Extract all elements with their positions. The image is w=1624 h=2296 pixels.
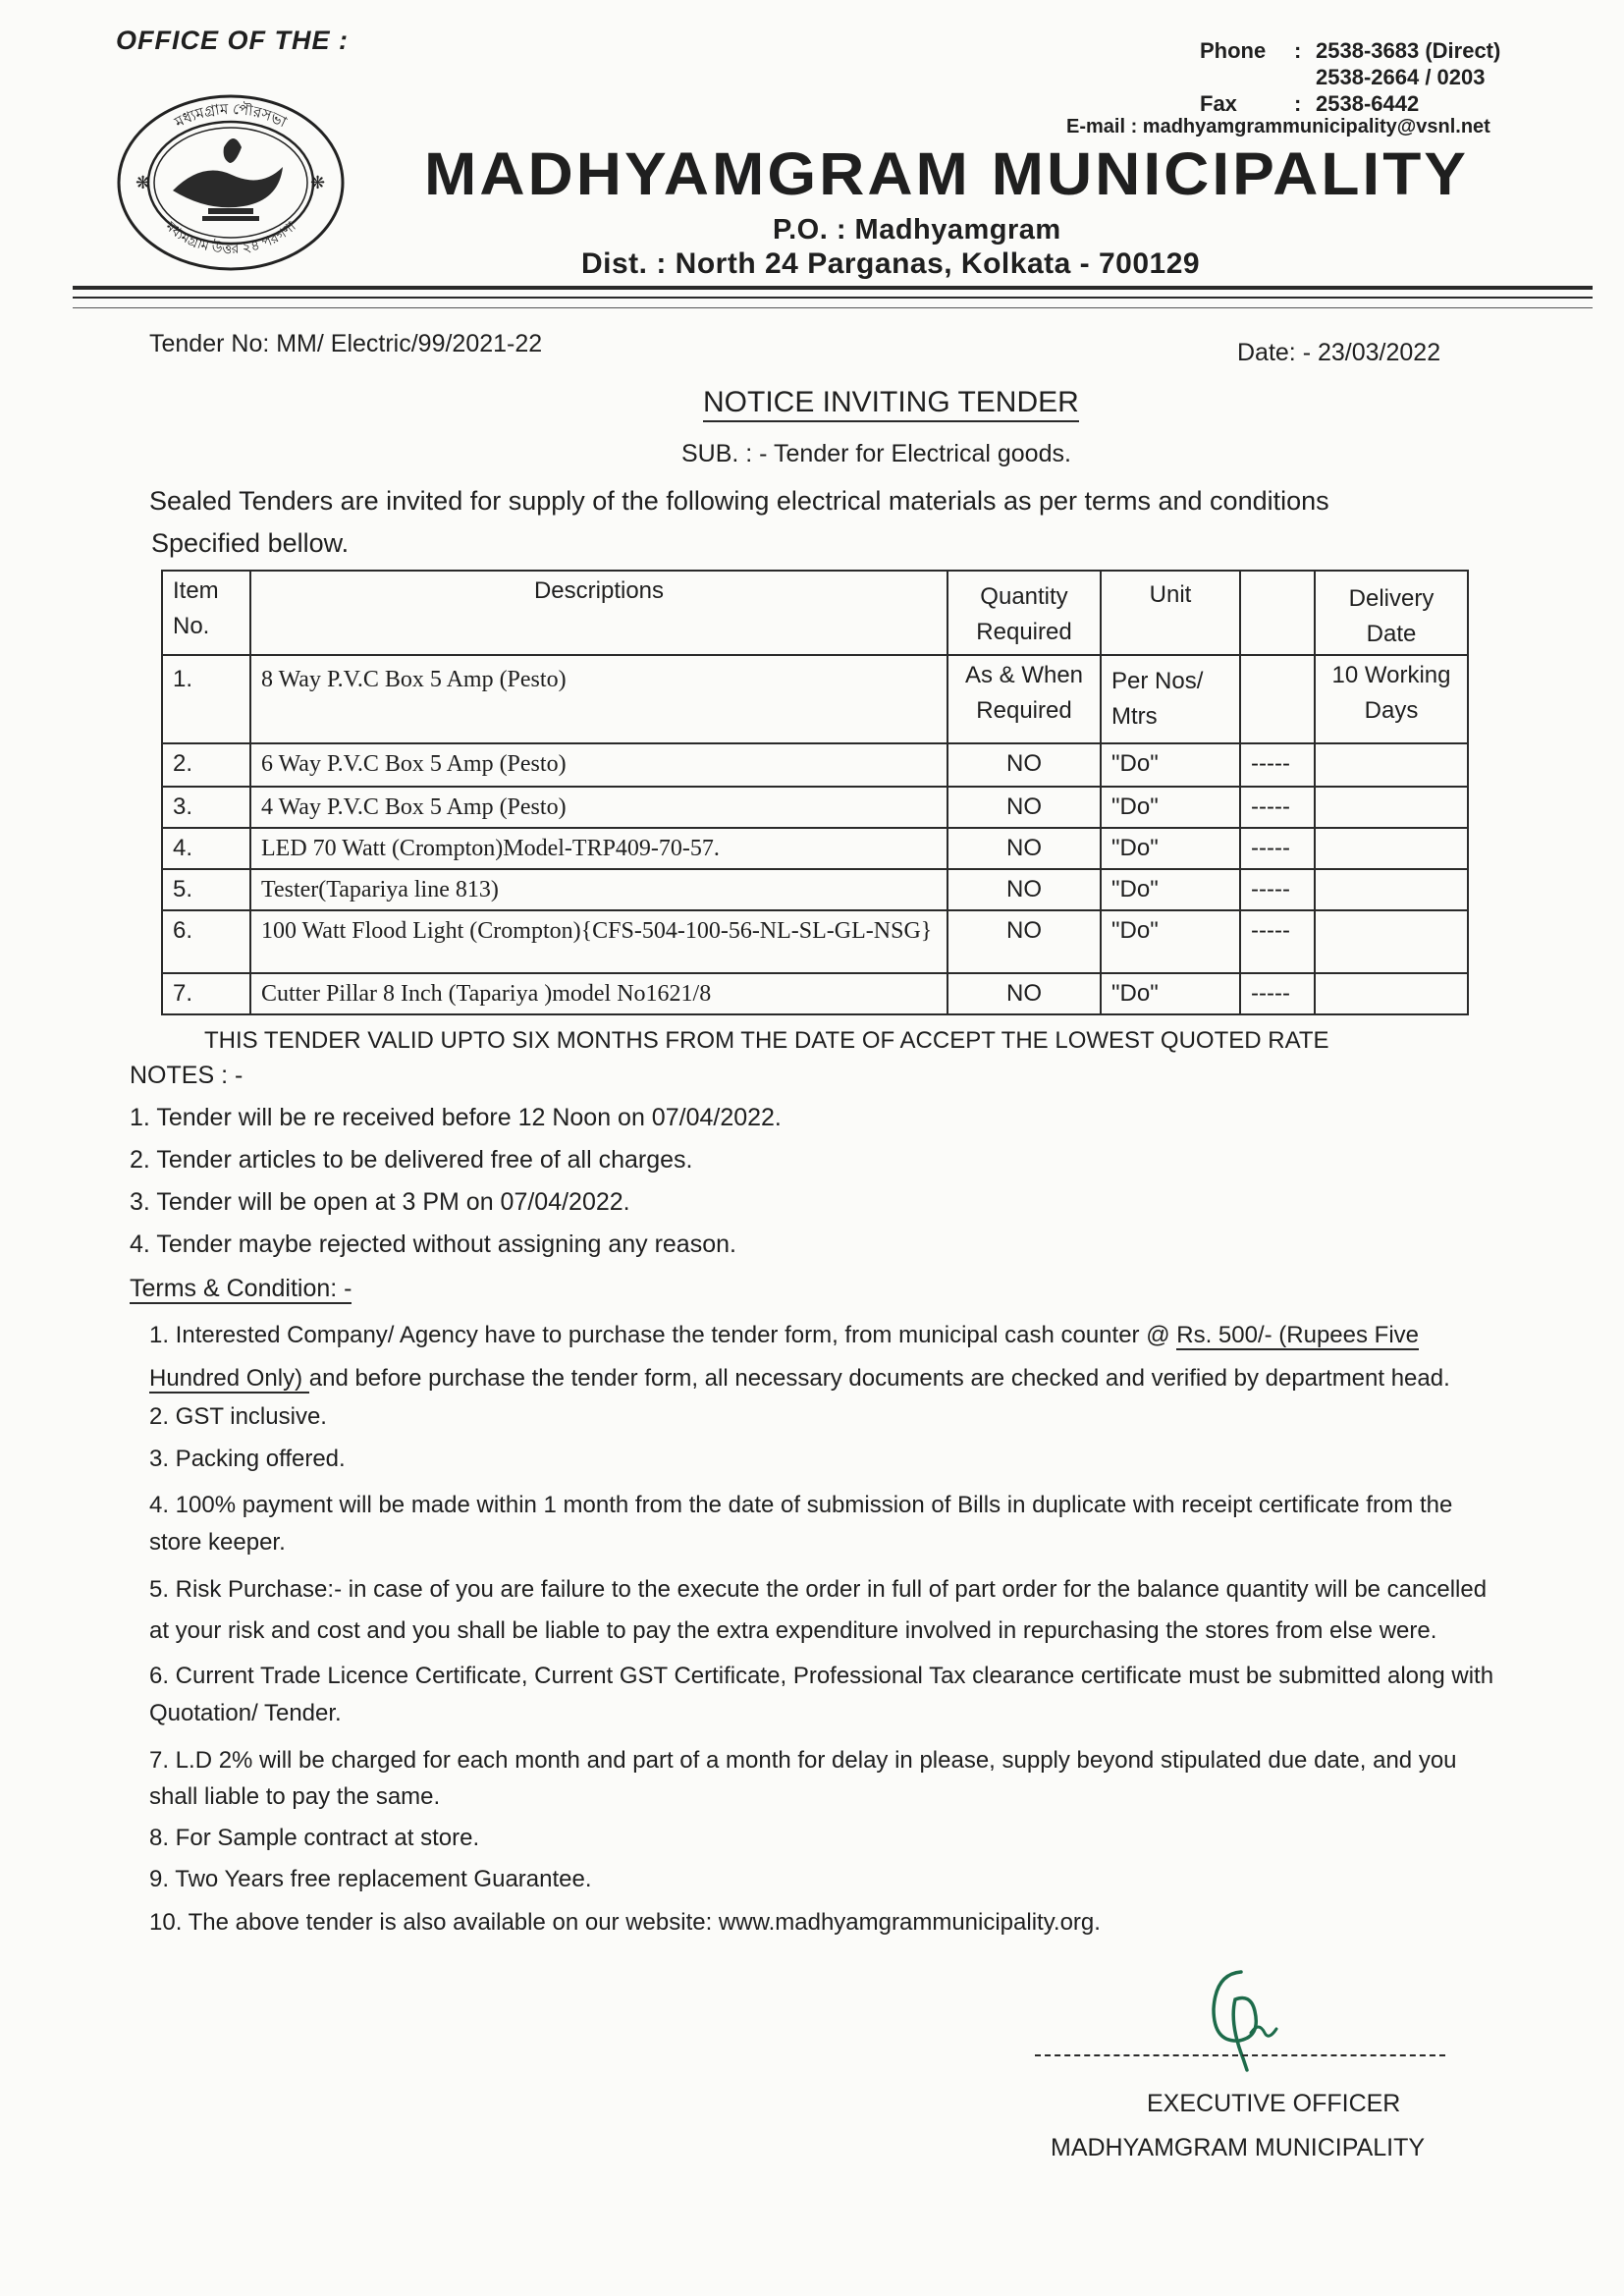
table-header-row: [162, 571, 1468, 655]
notes-heading: NOTES : -: [130, 1062, 244, 1089]
term-item: 7. L.D 2% will be charged for each month and part of a month for delay in please, supply beyond stipulated due date, and you: [149, 1747, 1457, 1774]
terms-heading: Terms & Condition: -: [130, 1275, 352, 1302]
table-row: [162, 655, 1468, 743]
contact-block: Phone : 2538-3683 (Direct) 2538-2664 / 0203 Fax : 2538-6442: [1200, 38, 1501, 116]
phone-direct: 2538-3683 (Direct): [1316, 38, 1501, 63]
item-delivery: [1315, 828, 1468, 869]
term-item: store keeper.: [149, 1529, 286, 1556]
tender-form-price: Rs. 500/- (Rupees Five: [1176, 1322, 1420, 1348]
term-item: 2. GST inclusive.: [149, 1403, 327, 1430]
item-delivery: [1315, 787, 1468, 828]
fax-label: Fax: [1200, 91, 1237, 116]
item-blank: -----: [1240, 743, 1315, 787]
svg-text:মধ্যমগ্রাম উত্তর ২৪ পরগণা: [162, 218, 299, 256]
item-blank: [1240, 655, 1315, 743]
validity-statement: THIS TENDER VALID UPTO SIX MONTHS FROM THE DATE OF ACCEPT THE LOWEST QUOTED RATE: [204, 1027, 1329, 1054]
column-header: Delivery Date: [1315, 571, 1468, 655]
email-line: E-mail : madhyamgrammunicipality@vsnl.net: [1066, 116, 1490, 137]
signatory-organization: MADHYAMGRAM MUNICIPALITY: [1051, 2134, 1426, 2161]
column-header: Item No.: [162, 571, 250, 655]
item-quantity: NO: [947, 869, 1101, 910]
column-header: Quantity Required: [947, 571, 1101, 655]
fax-number: 2538-6442: [1316, 91, 1420, 116]
note-item: 4. Tender maybe rejected without assigning any reason.: [130, 1230, 736, 1258]
svg-text:❋: ❋: [135, 173, 151, 192]
header-divider: [73, 286, 1593, 290]
note-item: 3. Tender will be open at 3 PM on 07/04/2022.: [130, 1188, 630, 1216]
item-number: 4.: [162, 828, 250, 869]
term-item: at your risk and cost and you shall be liable to pay the extra expenditure involved in repurchasing the stores from else were.: [149, 1617, 1437, 1644]
municipality-name: MADHYAMGRAM MUNICIPALITY: [424, 139, 1469, 208]
item-quantity: NO: [947, 973, 1101, 1014]
item-number: 6.: [162, 910, 250, 973]
subject-line: SUB. : - Tender for Electrical goods.: [681, 440, 1071, 467]
item-unit: "Do": [1101, 787, 1240, 828]
term-item: 5. Risk Purchase:- in case of you are failure to the execute the order in full of part order for the balance quantity will be cancelled: [149, 1576, 1488, 1603]
item-blank: -----: [1240, 973, 1315, 1014]
item-blank: -----: [1240, 910, 1315, 973]
term-item: shall liable to pay the same.: [149, 1783, 441, 1810]
item-number: 7.: [162, 973, 250, 1014]
term-item: 4. 100% payment will be made within 1 month from the date of submission of Bills in duplicate with receipt certificate from the: [149, 1492, 1453, 1518]
note-item: 2. Tender articles to be delivered free of all charges.: [130, 1146, 693, 1174]
tender-number: Tender No: MM/ Electric/99/2021-22: [149, 330, 543, 357]
header-divider: [73, 307, 1593, 308]
notice-title: NOTICE INVITING TENDER: [703, 385, 1079, 422]
district-address: Dist. : North 24 Parganas, Kolkata - 700129: [581, 247, 1201, 280]
item-quantity: As & When Required: [947, 655, 1101, 743]
item-delivery: 10 Working Days: [1315, 655, 1468, 743]
column-header: [1240, 571, 1315, 655]
term-item: 8. For Sample contract at store.: [149, 1825, 480, 1851]
item-number: 1.: [162, 655, 250, 743]
item-description: Cutter Pillar 8 Inch (Tapariya )model No1621/8: [250, 973, 947, 1014]
item-description: 4 Way P.V.C Box 5 Amp (Pesto): [250, 787, 947, 828]
item-unit: "Do": [1101, 973, 1240, 1014]
item-number: 3.: [162, 787, 250, 828]
seal-text-bottom: মধ্যমগ্রাম উত্তর ২৪ পরগণা: [162, 218, 299, 256]
header-divider: [73, 297, 1593, 299]
post-office: P.O. : Madhyamgram: [773, 214, 1061, 246]
item-quantity: NO: [947, 743, 1101, 787]
item-quantity: NO: [947, 910, 1101, 973]
term-item: 10. The above tender is also available on our website: www.madhyamgrammunicipality.org.: [149, 1909, 1101, 1936]
column-header: Unit: [1101, 571, 1240, 655]
item-description: 8 Way P.V.C Box 5 Amp (Pesto): [250, 655, 947, 743]
item-unit: "Do": [1101, 828, 1240, 869]
tender-date: Date: - 23/03/2022: [1237, 339, 1441, 366]
term-item: [149, 1364, 1450, 1394]
svg-text:মধ্যমগ্রাম পৌরসভা: [171, 100, 289, 132]
item-delivery: [1315, 910, 1468, 973]
item-description: 100 Watt Flood Light (Crompton){CFS-504-100-56-NL-SL-GL-NSG}: [250, 910, 947, 973]
signatory-title: EXECUTIVE OFFICER: [1147, 2090, 1401, 2117]
item-description: LED 70 Watt (Crompton)Model-TRP409-70-57.: [250, 828, 947, 869]
term-item: 6. Current Trade Licence Certificate, Current GST Certificate, Professional Tax clearance certificate must be submitted along with: [149, 1663, 1494, 1689]
term-item: 9. Two Years free replacement Guarantee.: [149, 1866, 592, 1892]
item-unit: "Do": [1101, 910, 1240, 973]
table-row: [162, 743, 1468, 787]
table-row: [162, 787, 1468, 828]
term-text: 1. Interested Company/ Agency have to purchase the tender form, from municipal cash counter @: [149, 1322, 1177, 1348]
item-delivery: [1315, 973, 1468, 1014]
item-blank: -----: [1240, 869, 1315, 910]
table-row: [162, 973, 1468, 1014]
item-delivery: [1315, 743, 1468, 787]
table-row: [162, 869, 1468, 910]
intro-text: Sealed Tenders are invited for supply of the following electrical materials as per terms and conditions: [149, 486, 1329, 516]
tender-form-price: Hundred Only): [149, 1365, 309, 1392]
item-number: 2.: [162, 743, 250, 787]
item-unit: "Do": [1101, 869, 1240, 910]
term-text: and before purchase the tender form, all necessary documents are checked and verified by department head.: [308, 1365, 1450, 1392]
item-quantity: NO: [947, 828, 1101, 869]
term-item: [149, 1321, 1419, 1350]
table-row: [162, 910, 1468, 973]
term-item: 3. Packing offered.: [149, 1446, 346, 1472]
municipality-seal-logo: [114, 90, 348, 275]
office-of-label: OFFICE OF THE :: [116, 26, 349, 55]
term-item: Quotation/ Tender.: [149, 1700, 342, 1726]
item-description: Tester(Tapariya line 813): [250, 869, 947, 910]
phone-alt: 2538-2664 / 0203: [1316, 65, 1486, 89]
phone-label: Phone: [1200, 38, 1267, 63]
column-header: Descriptions: [250, 571, 947, 655]
table-row: [162, 828, 1468, 869]
item-delivery: [1315, 869, 1468, 910]
note-item: 1. Tender will be re received before 12 Noon on 07/04/2022.: [130, 1104, 782, 1131]
items-table: [161, 570, 1469, 1015]
item-blank: -----: [1240, 828, 1315, 869]
seal-text-top: মধ্যমগ্রাম পৌরসভা: [172, 100, 290, 132]
intro-text: Specified bellow.: [151, 528, 350, 558]
svg-text:❋: ❋: [310, 173, 326, 192]
signature-line: [1035, 2054, 1445, 2056]
item-blank: -----: [1240, 787, 1315, 828]
item-unit: "Do": [1101, 743, 1240, 787]
item-unit: Per Nos/ Mtrs: [1101, 655, 1240, 743]
item-description: 6 Way P.V.C Box 5 Amp (Pesto): [250, 743, 947, 787]
signature-mark: [1196, 1964, 1286, 2074]
item-number: 5.: [162, 869, 250, 910]
item-quantity: NO: [947, 787, 1101, 828]
